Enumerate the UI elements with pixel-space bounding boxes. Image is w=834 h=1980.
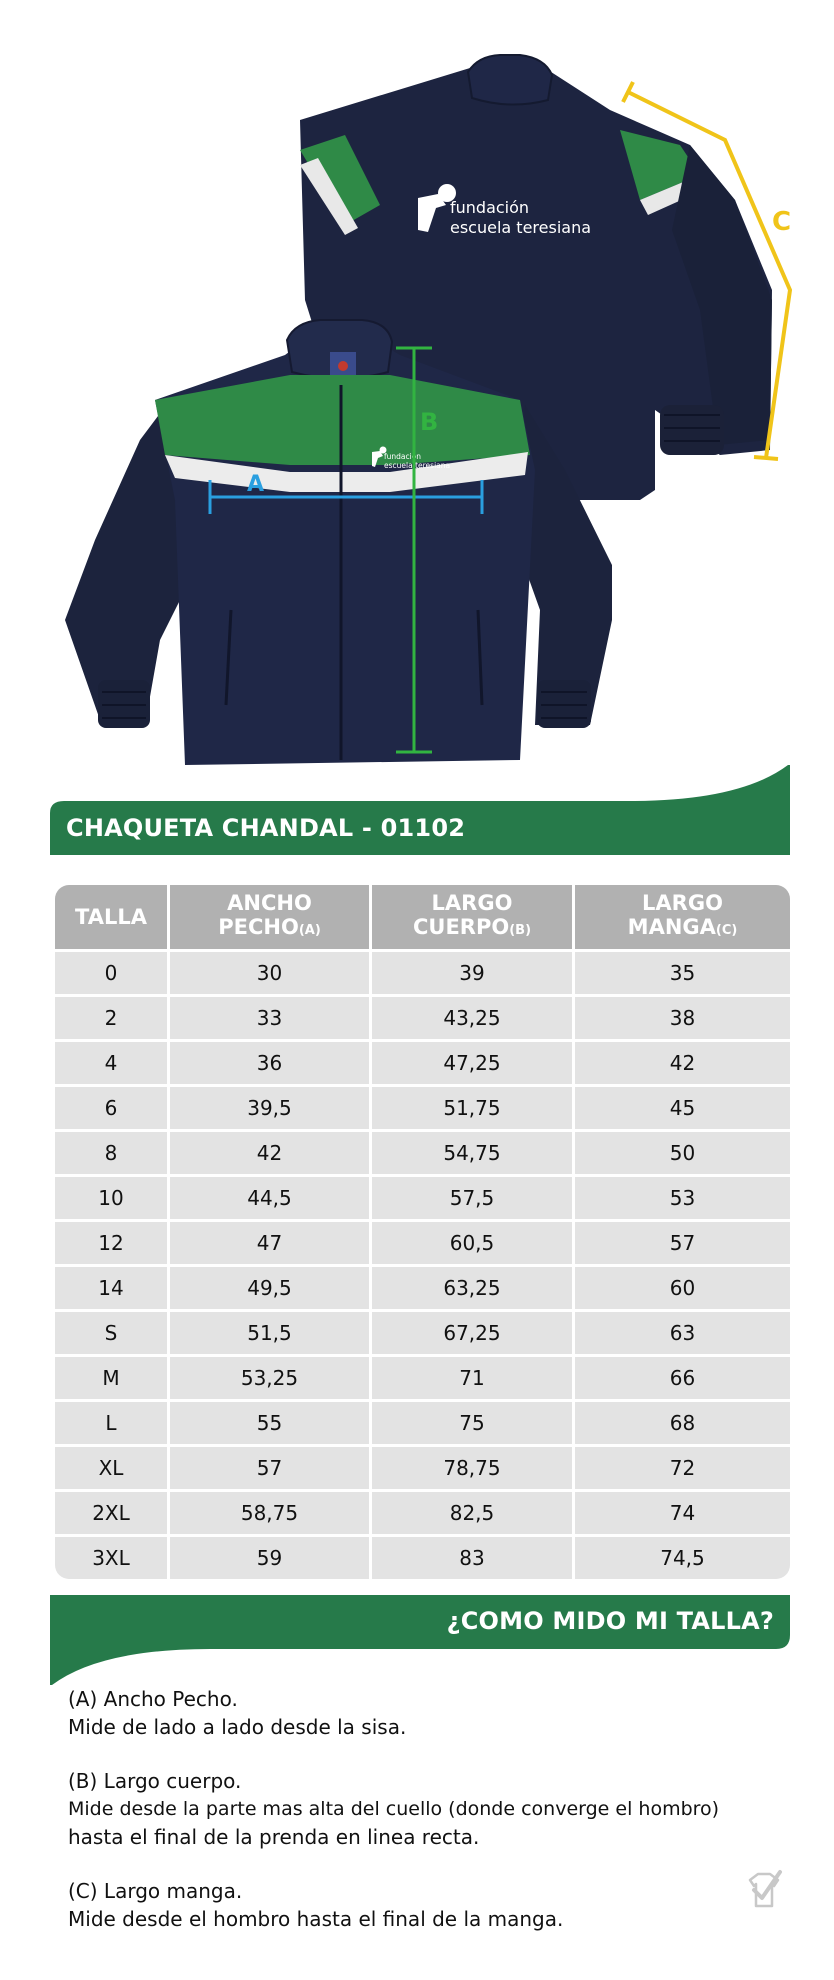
- instruction-a-text: Mide de lado a lado desde la sisa.: [68, 1715, 407, 1739]
- cell-ancho: 53,25: [170, 1357, 369, 1399]
- marker-b-label: B: [420, 408, 439, 436]
- cell-manga: 42: [575, 1042, 790, 1084]
- cell-cuerpo: 39: [372, 952, 572, 994]
- table-row: [55, 1447, 790, 1489]
- cell-cuerpo: 43,25: [372, 997, 572, 1039]
- cell-ancho: 59: [170, 1537, 369, 1579]
- cell-cuerpo: 47,25: [372, 1042, 572, 1084]
- cell-manga: 60: [575, 1267, 790, 1309]
- size-table: [52, 882, 793, 1582]
- table-row: [55, 1042, 790, 1084]
- cell-cuerpo: 82,5: [372, 1492, 572, 1534]
- product-title: CHAQUETA CHANDAL - 01102: [66, 814, 466, 842]
- cell-manga: 74: [575, 1492, 790, 1534]
- cell-talla: 3XL: [55, 1537, 167, 1579]
- table-row: [55, 1267, 790, 1309]
- cell-cuerpo: 75: [372, 1402, 572, 1444]
- cell-manga: 72: [575, 1447, 790, 1489]
- cell-ancho: 49,5: [170, 1267, 369, 1309]
- cell-cuerpo: 83: [372, 1537, 572, 1579]
- measure-instructions: [68, 1685, 758, 1959]
- cell-manga: 74,5: [575, 1537, 790, 1579]
- instruction-b-text-2: hasta el final de la prenda en linea recta.: [68, 1825, 480, 1849]
- cell-ancho: 51,5: [170, 1312, 369, 1354]
- instruction-b-title: (B) Largo cuerpo.: [68, 1769, 242, 1793]
- front-logo-line1: fundación: [384, 452, 422, 461]
- check-shirt-icon: [744, 1868, 784, 1910]
- instruction-a: [68, 1685, 758, 1741]
- table-row: [55, 1312, 790, 1354]
- cell-talla: 8: [55, 1132, 167, 1174]
- cell-ancho: 42: [170, 1132, 369, 1174]
- cell-talla: 0: [55, 952, 167, 994]
- cell-manga: 50: [575, 1132, 790, 1174]
- product-header: [50, 765, 790, 855]
- cell-cuerpo: 54,75: [372, 1132, 572, 1174]
- table-row: [55, 1132, 790, 1174]
- table-row: [55, 1177, 790, 1219]
- cell-ancho: 44,5: [170, 1177, 369, 1219]
- cell-manga: 63: [575, 1312, 790, 1354]
- cell-ancho: 58,75: [170, 1492, 369, 1534]
- cell-talla: M: [55, 1357, 167, 1399]
- cell-talla: 10: [55, 1177, 167, 1219]
- front-logo-line2: escuela teresiana: [384, 461, 451, 470]
- cell-manga: 45: [575, 1087, 790, 1129]
- cell-cuerpo: 57,5: [372, 1177, 572, 1219]
- instruction-c-title: (C) Largo manga.: [68, 1879, 243, 1903]
- jacket-illustration: [0, 0, 834, 790]
- cell-cuerpo: 51,75: [372, 1087, 572, 1129]
- cell-ancho: 47: [170, 1222, 369, 1264]
- cell-ancho: 30: [170, 952, 369, 994]
- cell-ancho: 39,5: [170, 1087, 369, 1129]
- cell-talla: 12: [55, 1222, 167, 1264]
- table-row: [55, 1537, 790, 1579]
- table-row: [55, 1222, 790, 1264]
- instruction-a-title: (A) Ancho Pecho.: [68, 1687, 238, 1711]
- header-largo-cuerpo: LARGO CUERPO(B): [372, 885, 572, 949]
- cell-cuerpo: 67,25: [372, 1312, 572, 1354]
- back-logo-line2: escuela teresiana: [450, 218, 592, 237]
- marker-a-label: A: [247, 472, 265, 497]
- cell-ancho: 33: [170, 997, 369, 1039]
- table-row: [55, 1492, 790, 1534]
- cell-cuerpo: 63,25: [372, 1267, 572, 1309]
- cell-manga: 53: [575, 1177, 790, 1219]
- instruction-c-text: Mide desde el hombro hasta el final de la manga.: [68, 1907, 564, 1931]
- cell-manga: 68: [575, 1402, 790, 1444]
- cell-ancho: 55: [170, 1402, 369, 1444]
- table-row: [55, 1087, 790, 1129]
- header-ancho-pecho: ANCHO PECHO(A): [170, 885, 369, 949]
- cell-cuerpo: 71: [372, 1357, 572, 1399]
- table-header-row: [55, 885, 790, 949]
- cell-manga: 38: [575, 997, 790, 1039]
- cell-ancho: 57: [170, 1447, 369, 1489]
- cell-talla: 14: [55, 1267, 167, 1309]
- cell-talla: 6: [55, 1087, 167, 1129]
- cell-talla: 2XL: [55, 1492, 167, 1534]
- measure-title: ¿COMO MIDO MI TALLA?: [446, 1607, 774, 1635]
- table-row: [55, 1402, 790, 1444]
- cell-manga: 66: [575, 1357, 790, 1399]
- cell-talla: 2: [55, 997, 167, 1039]
- cell-talla: 4: [55, 1042, 167, 1084]
- header-talla: TALLA: [55, 885, 167, 949]
- table-row: [55, 997, 790, 1039]
- measure-header: [50, 1595, 790, 1685]
- cell-talla: L: [55, 1402, 167, 1444]
- cell-cuerpo: 78,75: [372, 1447, 572, 1489]
- cell-cuerpo: 60,5: [372, 1222, 572, 1264]
- marker-c-label: C: [772, 207, 792, 237]
- back-logo-line1: fundación: [450, 198, 530, 217]
- instruction-c: [68, 1877, 758, 1933]
- cell-ancho: 36: [170, 1042, 369, 1084]
- cell-manga: 35: [575, 952, 790, 994]
- cell-talla: XL: [55, 1447, 167, 1489]
- cell-manga: 57: [575, 1222, 790, 1264]
- table-row: [55, 1357, 790, 1399]
- instruction-b: [68, 1767, 758, 1851]
- table-row: [55, 952, 790, 994]
- header-largo-manga: LARGO MANGA(C): [575, 885, 790, 949]
- cell-talla: S: [55, 1312, 167, 1354]
- instruction-b-text-1: Mide desde la parte mas alta del cuello (donde converge el hombro): [68, 1798, 720, 1820]
